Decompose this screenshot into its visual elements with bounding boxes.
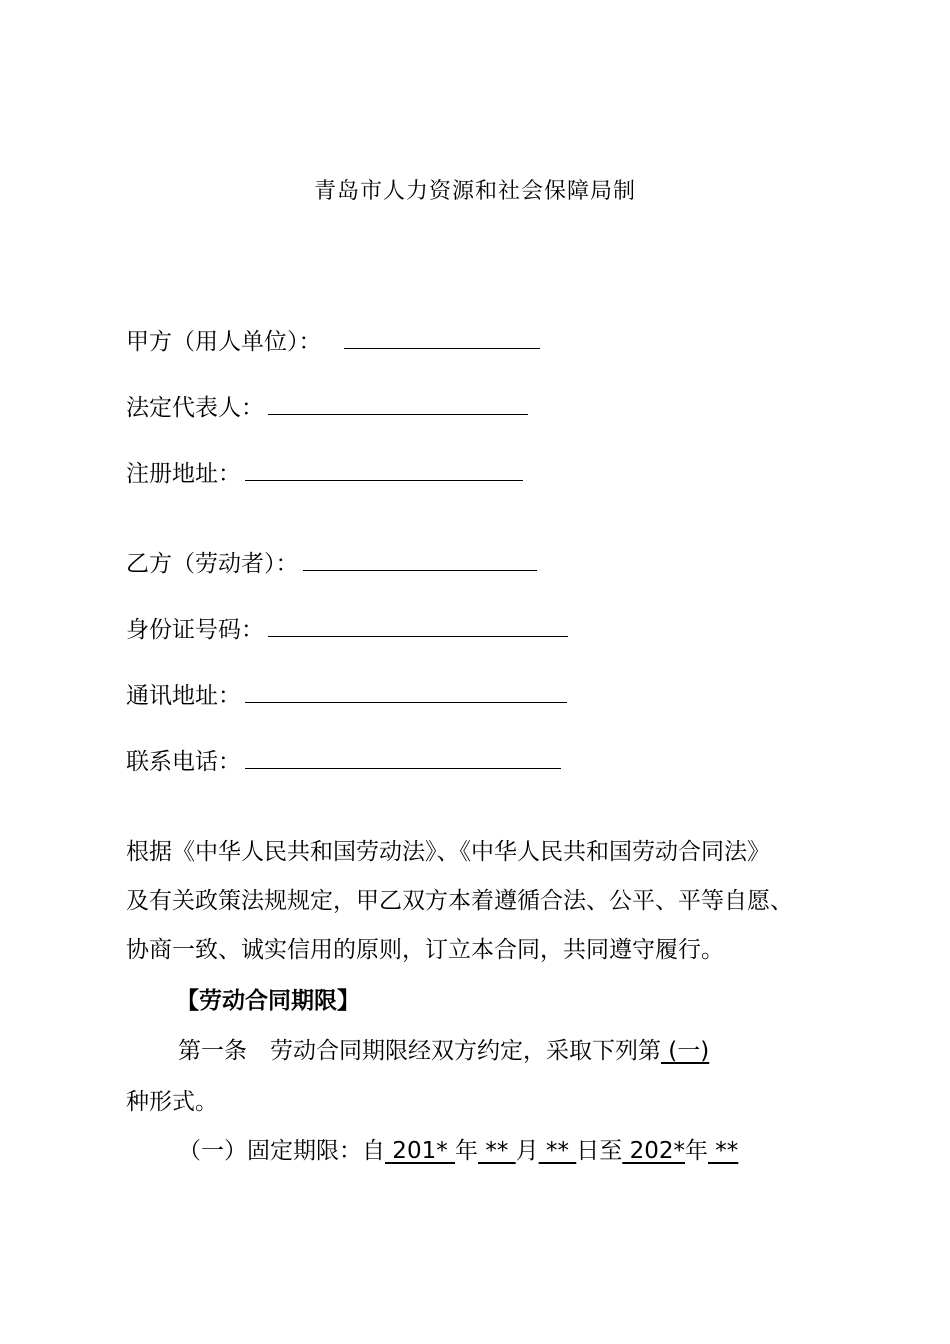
party-b-address-blank[interactable]: [245, 682, 567, 703]
party-b-name-label: 乙方（劳动者）：: [126, 551, 299, 577]
party-a-name-label: 甲方（用人单位）：: [126, 329, 322, 355]
party-b-id-blank[interactable]: [268, 616, 568, 637]
end-year-char: 年: [685, 1138, 708, 1164]
preamble-paragraph: [126, 828, 846, 975]
article-1-tail: 种形式。: [126, 1089, 218, 1115]
start-month-field[interactable]: **: [478, 1138, 516, 1164]
article-1-choice[interactable]: (一): [661, 1038, 710, 1064]
start-year-field[interactable]: 201*: [385, 1138, 456, 1164]
preamble-line-3: 协商一致、诚实信用的原则，订立本合同，共同遵守履行。: [126, 937, 724, 963]
end-year-field[interactable]: 202*: [622, 1138, 685, 1164]
party-b-phone-label: 联系电话：: [126, 749, 241, 775]
issuer-title: 青岛市人力资源和社会保障局制: [313, 179, 636, 204]
fixed-term-label: （一）固定期限：自: [178, 1138, 385, 1164]
party-a-rep-field: [126, 392, 528, 424]
day-to-text: 日至: [576, 1138, 623, 1164]
party-a-rep-label: 法定代表人：: [126, 395, 264, 421]
start-day-field[interactable]: **: [538, 1138, 577, 1164]
party-b-id-field: [126, 614, 568, 646]
party-a-address-field: [126, 458, 523, 490]
party-a-address-label: 注册地址：: [126, 461, 241, 487]
party-b-name-field: [126, 548, 537, 580]
party-a-name-field: [126, 326, 540, 358]
party-b-address-field: [126, 680, 567, 712]
article-1-text: 第一条 劳动合同期限经双方约定，采取下列第: [178, 1038, 661, 1064]
party-a-address-blank[interactable]: [245, 460, 523, 481]
preamble-line-1: 根据《中华人民共和国劳动法》、《中华人民共和国劳动合同法》: [126, 839, 770, 865]
year-char: 年: [455, 1138, 479, 1164]
article-1: [126, 1035, 709, 1067]
party-b-name-blank[interactable]: [303, 550, 537, 571]
party-b-phone-field: [126, 746, 561, 778]
party-b-phone-blank[interactable]: [245, 748, 561, 769]
month-char: 月: [515, 1138, 539, 1164]
party-b-address-label: 通讯地址：: [126, 683, 241, 709]
end-month-field[interactable]: **: [708, 1138, 739, 1164]
party-a-rep-blank[interactable]: [268, 394, 528, 415]
party-a-name-blank[interactable]: [344, 328, 540, 349]
party-b-id-label: 身份证号码：: [126, 617, 264, 643]
preamble-line-2: 及有关政策法规规定，甲乙双方本着遵循合法、公平、平等自愿、: [126, 888, 793, 914]
section-heading-contract-term: 【劳动合同期限】: [176, 988, 360, 1014]
fixed-term-line: [126, 1135, 738, 1167]
